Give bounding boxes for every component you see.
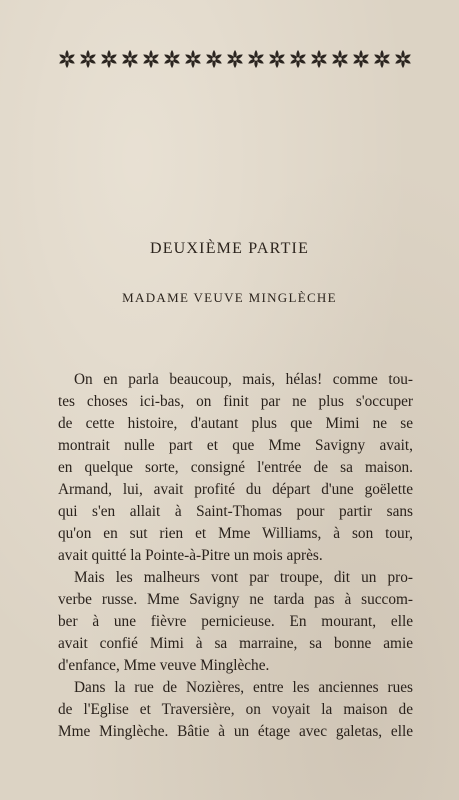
star-flower-icon: [120, 49, 140, 69]
star-flower-icon: [246, 49, 266, 69]
body-text: [58, 369, 413, 743]
star-flower-icon: [372, 49, 392, 69]
text-line: en quelque sorte, consigné l'entrée de sa maison.: [58, 459, 413, 476]
text-line: avait confié Mimi à sa marraine, sa bonne amie: [58, 635, 413, 652]
star-flower-icon: [267, 49, 287, 69]
text-line: On en parla beaucoup, mais, hélas! comme tou-: [74, 371, 413, 388]
star-flower-icon: [78, 49, 98, 69]
text-line: Mais les malheurs vont par troupe, dit un pro-: [74, 569, 413, 586]
text-line: tes choses ici-bas, on finit par ne plus s'occuper: [58, 393, 413, 410]
ornament-border: [57, 48, 413, 70]
chapter-title: MADAME VEUVE MINGLÈCHE: [122, 290, 337, 305]
star-flower-icon: [330, 49, 350, 69]
text-line: Dans la rue de Nozières, entre les anciennes rues: [74, 679, 413, 696]
star-flower-icon: [183, 49, 203, 69]
star-flower-icon: [309, 49, 329, 69]
star-flower-icon: [225, 49, 245, 69]
part-title: DEUXIÈME PARTIE: [149, 240, 310, 257]
text-line: ber à une fièvre pernicieuse. En mourant, elle: [58, 613, 413, 630]
text-line: montrait nulle part et que Mme Savigny avait,: [58, 437, 413, 454]
star-flower-icon: [288, 49, 308, 69]
star-flower-icon: [99, 49, 119, 69]
star-flower-icon: [204, 49, 224, 69]
star-flower-icon: [57, 49, 77, 69]
star-flower-icon: [162, 49, 182, 69]
text-line: de cette histoire, d'autant plus que Mimi ne se: [58, 415, 413, 432]
text-line: qu'on en sut rien et Mme Williams, à son tour,: [58, 525, 413, 542]
text-line: qui s'en allait à Saint-Thomas pour partir sans: [58, 503, 413, 520]
star-flower-icon: [393, 49, 413, 69]
star-flower-icon: [141, 49, 161, 69]
text-line: de l'Eglise et Traversière, on voyait la maison de: [58, 701, 413, 718]
text-line: Mme Minglèche. Bâtie à un étage avec galetas, elle: [58, 723, 413, 740]
star-flower-icon: [351, 49, 371, 69]
text-line: avait quitté la Pointe-à-Pitre un mois après.: [58, 547, 323, 564]
text-line: Armand, lui, avait profité du départ d'une goëlette: [58, 481, 413, 498]
text-line: verbe russe. Mme Savigny ne tarda pas à succom-: [58, 591, 413, 608]
text-line: d'enfance, Mme veuve Minglèche.: [58, 657, 270, 674]
